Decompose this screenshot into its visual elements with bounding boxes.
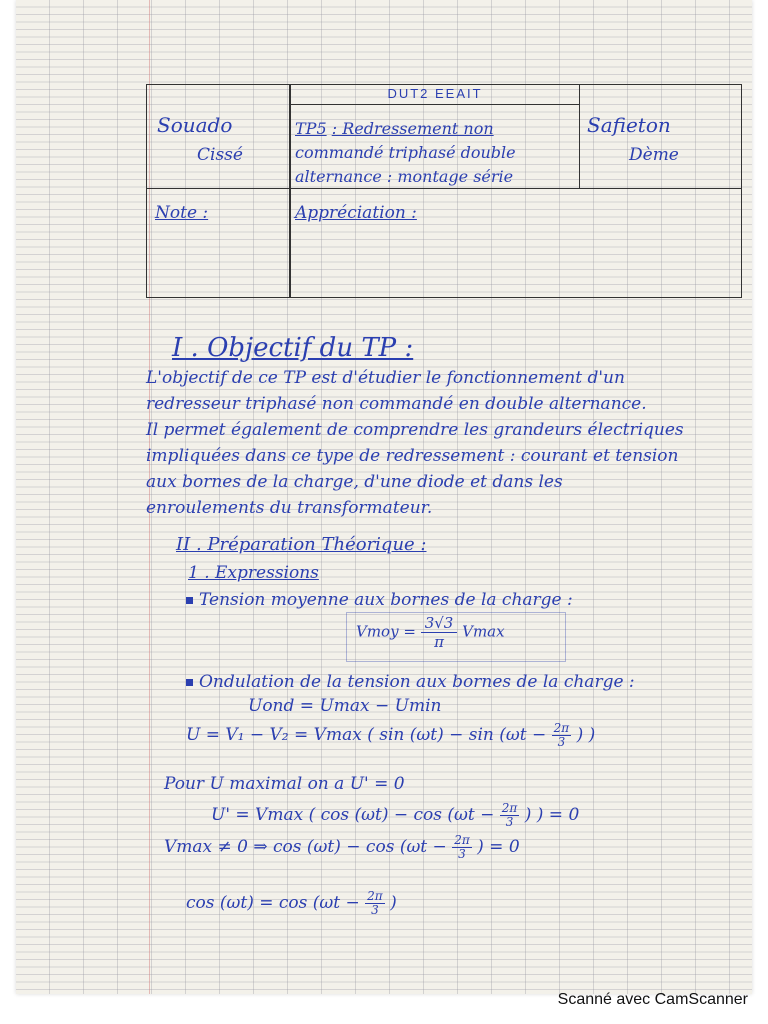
eq-part: ) ) = 0 [524,805,580,825]
bullet-text: Tension moyenne aux bornes de la charge : [199,590,573,610]
student2-first-name: Safieton [587,113,671,137]
para-line: Il permet également de comprendre les grandeurs électriques [146,420,684,440]
eq-den: 3 [371,903,379,917]
camscanner-watermark: Scanné avec CamScanner [557,991,748,1008]
note-label: Note : [155,203,209,223]
eq-part: ) ) [576,725,596,745]
formula-fraction [421,614,458,651]
equation-derivative [211,802,579,829]
para-line: redresseur triphasé non commandé en double alternance. [146,394,647,414]
student1-last-name: Cissé [197,145,243,165]
eq-part: U' = Vmax ( cos (ωt) − cos (ωt − [211,805,495,825]
bullet-square-icon [186,597,193,604]
appreciation-label: Appréciation : [295,203,417,223]
student2-last-name: Dème [629,145,679,165]
notebook-page [16,0,752,994]
bullet-mean-voltage [186,590,573,610]
eq-num: 2π [367,889,383,903]
tp-title [295,117,575,189]
tp-title-line3: alternance : montage série [295,167,514,186]
eq-fraction [552,722,572,749]
dept-label: DUT2 EEAIT [387,86,483,101]
eq-den: 3 [458,847,466,861]
student1-cell [147,85,290,189]
eq-part: U = V₁ − V₂ = Vmax ( sin (ωt) − sin (ωt − [186,725,547,745]
para-line: impliquées dans ce type de redressement : courant et tension [146,446,679,466]
eq-part: ) = 0 [477,837,520,857]
eq-fraction [365,890,385,917]
fraction-denominator: π [434,633,444,651]
eq-fraction [500,802,520,829]
fraction-numerator: 3√3 [421,614,458,633]
eq-num: 2π [501,801,518,815]
para-line: enroulements du transformateur. [146,498,433,518]
dept-cell [290,85,580,105]
eq-num: 2π [553,721,570,735]
equation-cos [186,890,397,917]
eq-num: 2π [454,833,470,847]
header-table [146,84,742,298]
eq-fraction [452,834,472,861]
eq-part: Vmax ≠ 0 ⇒ cos (ωt) − cos (ωt − [164,837,447,857]
para-line: aux bornes de la charge, d'une diode et dans les [146,472,563,492]
subsection-heading: 1 . Expressions [188,563,319,583]
tp-title-line1: : Redressement non [331,119,494,138]
eq-den: 3 [557,735,566,749]
para-line: L'objectif de ce TP est d'étudier le fonctionnement d'un [146,368,625,388]
bullet-ripple [186,672,635,692]
formula-right: Vmax [462,622,505,641]
section2-heading: II . Préparation Théorique : [176,534,427,555]
bullet-text: Ondulation de la tension aux bornes de la charge : [199,672,635,692]
objective-paragraph [146,365,751,521]
formula-vmoy [356,614,505,651]
bullet-square-icon [186,679,193,686]
eq-den: 3 [505,815,514,829]
eq-part: ) [390,893,397,913]
equation-ripple: Uond = Umax − Umin [248,696,442,716]
equation-vmax [164,834,520,861]
equation-condition: Pour U maximal on a U' = 0 [164,774,405,794]
student1-first-name: Souado [157,113,233,137]
tp-label: TP5 [295,119,327,138]
equation-u [186,722,595,749]
student2-cell [580,85,741,189]
section1-heading: I . Objectif du TP : [172,333,414,363]
formula-left: Vmoy = [356,622,416,641]
eq-part: cos (ωt) = cos (ωt − [186,893,360,913]
tp-title-line2: commandé triphasé double [295,143,516,162]
